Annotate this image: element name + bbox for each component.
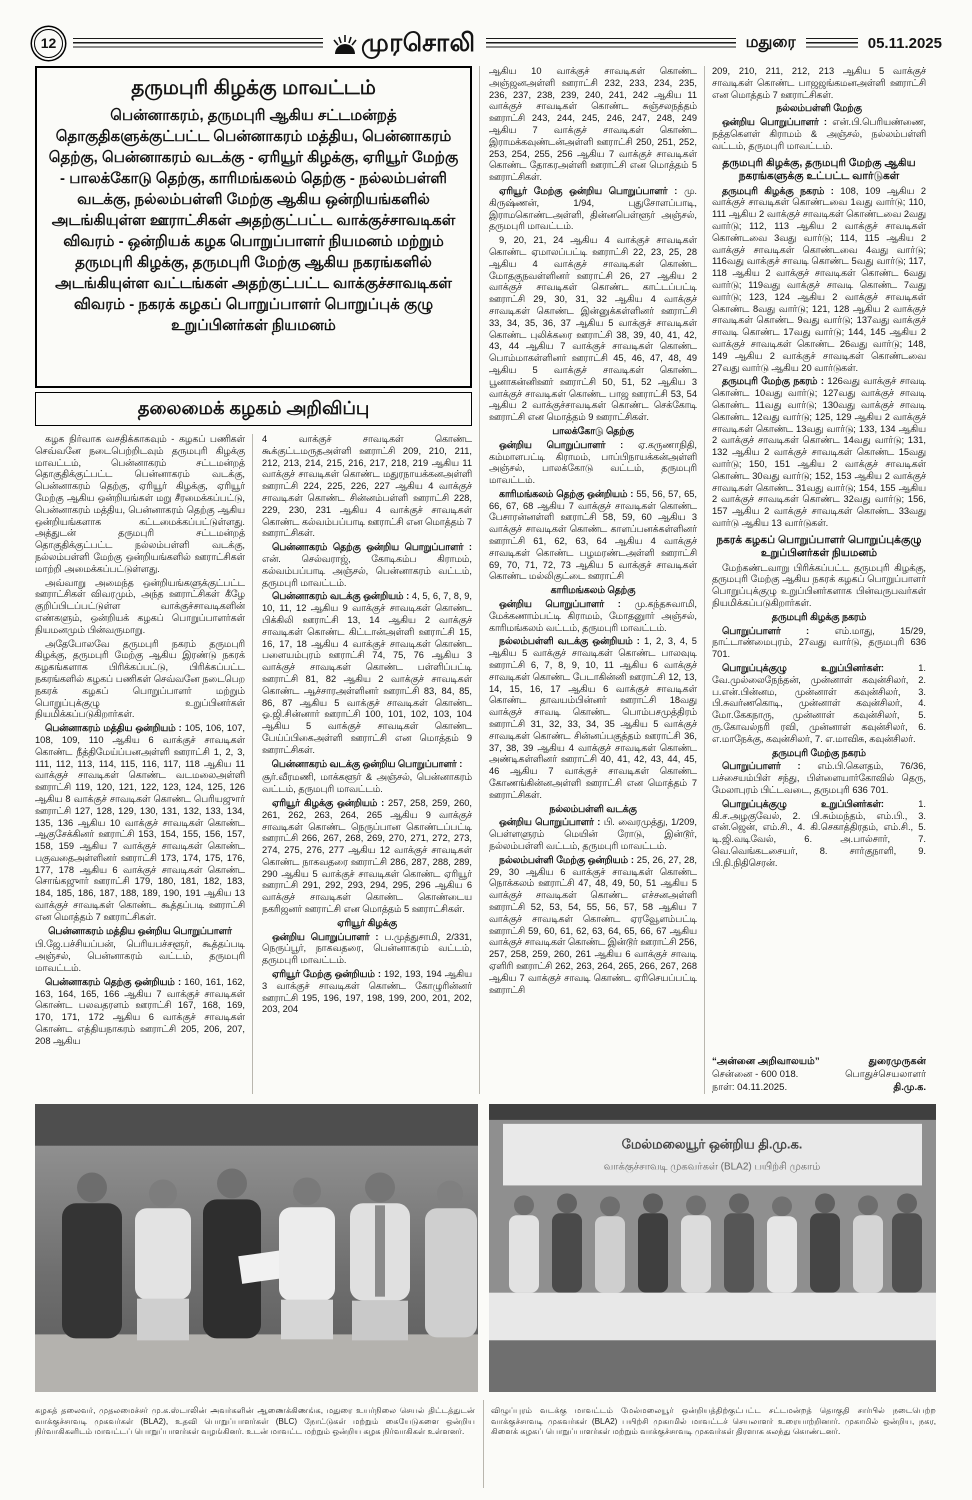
text-column-4-blocks (712, 66, 926, 1051)
paragraph-lead: பொறுப்பாளர் : (722, 761, 818, 772)
paragraph-lead: பென்னாகரம் மத்திய ஒன்றியம் : (45, 723, 185, 734)
column-rule-3 (704, 66, 705, 1094)
body-paragraph: ஒன்றிய பொறுப்பாளர் : ப.முத்துசாமி, 2/331, நெருப்பூர், நாகவதரை, பென்னாகரம் வட்டம், தருமபுரி மாவட்டம். (262, 931, 472, 966)
photo-left-image (35, 1104, 478, 1392)
body-paragraph: பொறுப்புக்குழு உறுப்பினர்கள்: 1. வே.முல்லைநேந்தன், முன்னாள் கவுன்சிலர், 2. ப.என்.பின்னம, முன்னாள் கவுன்சிலர், 3. பி.சுவர்ணகொடி, முன்னாள் கவுன்சிலர், 4. மோ.கேகநாரு, முன்னாள் கவுன்சிலர், 5. ரு.கோவல்நரி ரவி, முன்னாள் கவுன்சிலர், 6. எ.மாநேக்கு, கவுன்சிலர், 7. எ.மாவிசு, கவுன்சிலர். (712, 663, 926, 744)
body-paragraph: 4 வாக்குச் சாவடிகள் கொண்ட கூக்குட்டமருதஅள்ளி ஊராட்சி 209, 210, 211, 212, 213, 214, 215, 216, 217, 218, 219 ஆகிய 11 வாக்குச் சாவடிகள் கொண்ட மதுரநாயக்கனஅள்ளி ஊராட்சி 224, 225, 226, 227 ஆகிய 4 வாக்குச் சாவடிகள் கொண்ட சின்னம்பள்ளி ஊராட்சி 228, 229, 230, 231 ஆகிய 4 வாக்குச் சாவடிகள் கொண்ட கல்வம்பப்பாடி ஊராட்சி என மொத்தம் 7 ஊராட்சிகள். (262, 434, 472, 539)
body-paragraph: பொறுப்புக்குழு உறுப்பினர்கள்: 1. கி.ச.அழகுவேல், 2. பி.சும்மந்தம், எம்.பி., 3. என்.ஜென், எம்.சி., 4. கி.செகாத்திரதம், எம்.சி., 5. டி.ஜி.வடிவேல், 6. அ.பால்சார், 7. வெ.வெங்கடசையர், 8. சார்குநாளி, 9. பி.நி.நிதிசெரன். (712, 798, 926, 868)
photo-left (35, 1104, 478, 1392)
section-heading: தருமபுரி கிழக்கு நகரம் (771, 611, 867, 622)
paragraph-lead: ஒன்றிய பொறுப்பாளர் : (272, 931, 385, 942)
section-heading: ஏரியூர் கிழக்கு (337, 917, 397, 928)
photo-right-image (489, 1104, 936, 1392)
section-heading: காரிமங்கலம் தெற்கு (550, 585, 636, 596)
paragraph-lead: பொறுப்பாளர் : (722, 625, 835, 636)
body-paragraph: பென்னாகரம் தெற்கு ஒன்றியம் : 160, 161, 162, 163, 164, 165, 166 ஆகிய 7 வாக்குச் சாவடிகள் கொண்ட பலவதரளம் ஊராட்சி 167, 168, 169, 170, 171, 172 ஆகிய 6 வாக்குச் சாவடிகள் கொண்ட எத்தியநாகரம் ஊராட்சி 205, 206, 207, 208 ஆகிய (35, 976, 245, 1046)
page-number-badge (34, 29, 63, 58)
masthead (30, 26, 942, 60)
body-paragraph: ஒன்றிய பொறுப்பாளர் : ஏ.கருணாநிதி, கம்மாளபட்டி கிராமம், பாப்பிநாயக்கன்அள்ளி அஞ்சல், பாலக்கோடு வட்டம், தருமபுரி மாவட்டம். (489, 439, 697, 486)
body-paragraph: 209, 210, 211, 212, 213 ஆகிய 5 வாக்குச் சாவடிகள் கொண்ட பாஜஜங்கமனஅள்ளி ஊராட்சி என மொத்தம் 7 ஊராட்சிகள். (712, 66, 926, 100)
paragraph-lead: பென்னாகரம் தெற்கு ஒன்றிய பொறுப்பாளர் : (272, 542, 472, 553)
body-paragraph: ஆகிய 10 வாக்குச் சாவடிகள் கொண்ட அஞ்ஜனஅள்ளி ஊராட்சி 232, 233, 234, 235, 236, 237, 238, 239, 240, 241, 242 ஆகிய 11 வாக்குச் சாவடிகள் கொண்ட சுஞ்சலநத்தம் ஊராட்சி 243, 244, 245, 246, 247, 248, 249 ஆகிய 7 வாக்குச் சாவடிகள் கொண்ட இராமக்கவுண்டன்அள்ளி ஊராட்சி 250, 251, 252, 253, 254, 255, 256 ஆகிய 7 வாக்குச் சாவடிகள் கொண்ட தோகரஅள்ளி ஊராட்சி என மொத்தம் 5 ஊராட்சிகள். (489, 66, 697, 183)
signoff-row-3 (712, 1081, 926, 1094)
signoff-row-2 (712, 1068, 926, 1081)
text-column-4 (712, 66, 926, 1094)
body-paragraph: பி.ஜே.பச்சியப்பன், பெரியபச்சளூர், கூத்தப்படி அஞ்சல், பென்னாகரம் வட்டம், தருமபுரி மாவட்டம். (35, 939, 245, 974)
section-heading: பென்னாகரம் வடக்கு ஒன்றிய பொறுப்பாளர் : (271, 758, 463, 769)
photo-banner-line-2: வாக்குச்சாவடி முகவர்கள் (BLA2) பயிற்சி முகாம் (603, 1161, 821, 1173)
paragraph-lead: ஒன்றிய பொறுப்பாளர் : (499, 599, 635, 610)
paragraph-lead: ஏரியூர் கிழக்கு ஒன்றியம் : (272, 797, 389, 808)
body-paragraph: பென்னாகரம் தெற்கு ஒன்றிய பொறுப்பாளர் : என். செல்வராஜ், கோடிகம்ப கிராமம், கல்வம்பப்பாடி அஞ்சல், பென்னாகரம் வட்டம், தருமபுரி மாவட்டம். (262, 542, 472, 588)
paragraph-lead: பென்னாகரம் வடக்கு ஒன்றியம் : (272, 591, 412, 602)
signoff-party: தி.மு.க. (893, 1082, 926, 1093)
paragraph-lead: ஏரியூர் மேற்கு ஒன்றிய பொறுப்பாளர் : (499, 185, 685, 196)
photo-left-caption: கழகத் தலைவர், முதலமைச்சர் மு.க.ஸ்டாலின் அவர்களின் ஆணைக்கிணங்க, மதுரை உயர்நிலை செயல் திட்டத்துடன் வாக்குச்சாவடி முகவர்கள் (BLA2), உதவி பொறுப்பாளர்கள் (BLC) நோட்டுகள் மற்றும் கையேடுகளை ஒன்றிய நிர்வாகிகளிடம் மாவட்டப் பொறுப்பாளர்கள் வழங்கினர். உடன் மாவட்ட மற்றும் ஒன்றிய கழக நிர்வாகிகள் உள்ளனர். (35, 1406, 475, 1436)
body-paragraph: ஒன்றிய பொறுப்பாளர் : என்.பி.பெரியண்ணை, நத்தகௌள் கிராமம் & அஞ்சல், நல்லம்பள்ளி வட்டம், தருமபுரி மாவட்டம். (712, 117, 926, 151)
newspaper-logo (333, 28, 476, 57)
paragraph-lead: ஒன்றிய பொறுப்பாளர் : (722, 117, 833, 128)
paragraph-lead: காரிமங்கலம் தெற்கு ஒன்றியம் : (499, 488, 637, 499)
section-heading: நல்லம்பள்ளி வடக்கு (549, 803, 637, 814)
newspaper-title: முரசொலி (361, 28, 476, 57)
headline-body: பென்னாகரம், தருமபுரி ஆகிய சட்டமன்றத் தொகுதிகளுக்குட்பட்ட பென்னாகரம் மத்திய, பென்னாகரம் தெற்கு, பென்னாகரம் வடக்கு - ஏரியூர் கிழக்கு, ஏரியூர் மேற்கு - பாலக்கோடு தெற்கு, காரிமங்கலம் தெற்கு - நல்லம்பள்ளி வடக்கு, நல்லம்பள்ளி மேற்கு ஆகிய ஒன்றியங்களில் அடங்கியுள்ள ஊராட்சிகள் அதற்குட்பட்ட வாக்குச்சாவடிகள் விவரம் - ஒன்றியக் கழக பொறுப்பாளர் நியமனம் மற்றும் தருமபுரி கிழக்கு, தருமபுரி மேற்கு ஆகிய நகரங்களில் அடங்கியுள்ள வட்டங்கள் அதற்குட்பட்ட வாக்குச்சாவடிகள் விவரம் - நகரக் கழகப் பொறுப்பாளர் பொறுப்புக் குழு உறுப்பினர்கள் நியமனம் (48, 107, 459, 334)
section-heading: பாலக்கோடு தெற்கு (552, 425, 634, 436)
column-rule-2 (479, 66, 480, 1094)
column-rule-1 (252, 434, 253, 1094)
issue-date: 05.11.2025 (867, 34, 942, 52)
body-paragraph: தருமபுரி மேற்கு நகரம் : 126வது வாக்குச் சாவடி கொண்ட 10வது வார்டு; 127வது வாக்குச் சாவடி கொண்ட 11வது வார்டு; 130வது வாக்குச் சாவடி கொண்ட 12வது வார்டு; 125, 129 ஆகிய 2 வாக்குச் சாவடிகள் கொண்ட 13வது வார்டு; 133, 134 ஆகிய 2 வாக்குச் சாவடிகள் கொண்ட 14வது வார்டு; 131, 132 ஆகிய 2 வாக்குச் சாவடிகள் கொண்ட 15வது வார்டு; 150, 151 ஆகிய 2 வாக்குச் சாவடிகள் கொண்ட 30வது வார்டு; 152, 153 ஆகிய 2 வாக்குச் சாவடிகள் கொண்ட 31வது வார்டு; 154, 155 ஆகிய 2 வாக்குச் சாவடிகள் கொண்ட 32வது வார்டு; 156, 157 ஆகிய 2 வாக்குச் சாவடிகள் கொண்ட 33வது வார்டு ஆகிய 13 வார்டுகள். (712, 376, 926, 528)
signoff-block (712, 1051, 926, 1094)
photo-right-caption: விழுப்புரம் வடக்கு மாவட்டம் மேல்மலையூர் ஒன்றியத்திற்குட்பட்ட சட்டமன்றத் தொகுதி சார்பில் நடைபெற்ற வாக்குச்சாவடி முகவர்கள் (BLA2) பயிற்சி முகாமில் மாவட்டச் செயலாளர் உரையாற்றினார். முகாமில் ஒன்றிய, நகர, கிளைக் கழகப் பொறுப்பாளர்கள் மற்றும் வாக்குச்சாவடி முகவர்கள் திரளாக கலந்து கொண்டனர். (491, 1406, 936, 1436)
body-paragraph: கழக நிர்வாக வசதிக்காகவும் - கழகப் பணிகள் செவ்வனே நடைபெற்றிடவும் தருமபுரி கிழக்கு மாவட்டம், பென்னாகரம் சட்டமன்றத் தொகுதிக்குட்பட்ட பென்னாகரம் வடக்கு, பென்னாகரம் தெற்கு, ஏரியூர் கிழக்கு, ஏரியூர் மேற்கு ஆகிய ஒன்றியங்கள் மறு சீரமைக்கப்பட்டு, பென்னாகரம் மத்திய, பென்னாகரம் தெற்கு ஆகிய ஒன்றியங்களாக கட்டமைக்கப்பட்டுள்ளது. அத்துடன் தருமபுரி சட்டமன்றத் தொகுதிக்குட்பட்ட நல்லம்பள்ளி வடக்கு, நல்லம்பள்ளி மேற்கு ஒன்றியங்களில் ஊராட்சிகள் மாற்றி அமைக்கப்பட்டுள்ளது. (35, 434, 245, 574)
body-paragraph: ஏரியூர் மேற்கு ஒன்றியம் : 192, 193, 194 ஆகிய 3 வாக்குச் சாவடிகள் கொண்ட கோழுரின்னர் ஊராட்சி 195, 196, 197, 198, 199, 200, 201, 202, 203, 204 (262, 969, 472, 1015)
paragraph-lead: நல்லம்பள்ளி வடக்கு ஒன்றியம் : (499, 636, 645, 647)
body-paragraph: பென்னாகரம் மத்திய ஒன்றியம் : 105, 106, 107, 108, 109, 110 ஆகிய 6 வாக்குச் சாவடிகள் கொண்ட நீத்திமேய்ப்பனஅள்ளி ஊராட்சி 1, 2, 3, 111, 112, 113, 114, 115, 116, 117, 118 ஆகிய 11 வாக்குச் சாவடிகள் கொண்ட வடமலைஅள்ளி ஊராட்சி 119, 120, 121, 122, 123, 124, 125, 126 ஆகிய 8 வாக்குச் சாவடிகள் கொண்ட பெரியஜுார் ஊராட்சி 127, 128, 129, 130, 131, 132, 133, 134, 135, 136 ஆகிய 10 வாக்குச் சாவடிகள் கொண்ட ஆகுசேக்கினர் ஊராட்சி 153, 154, 155, 156, 157, 158, 159 ஆகிய 7 வாக்குச் சாவடிகள் கொண்ட பகுவதைஅள்ளினர் ஊராட்சி 173, 174, 175, 176, 177, 178 ஆகிய 6 வாக்குச் சாவடிகள் கொண்ட சொங்கஜுார் ஊராட்சி 179, 180, 181, 182, 183, 184, 185, 186, 187, 188, 189, 190, 191 ஆகிய 13 வாக்குச் சாவடிகள் கொண்ட கூத்தப்படி ஊராட்சி என மொத்தம் 7 ஊராட்சிகள். (35, 723, 245, 922)
photo-banner-line-1: மேல்மலையூர் ஒன்றிய தி.மு.க. (621, 1136, 803, 1152)
signoff-city: சென்னை - 600 018. (712, 1069, 799, 1080)
masthead-rule-middle (486, 38, 736, 49)
subhead-box (35, 392, 472, 426)
caption-divider (483, 1400, 484, 1488)
paragraph-lead: நல்லம்பள்ளி மேற்கு ஒன்றியம் : (499, 854, 637, 865)
section-heading: பென்னாகரம் மத்திய ஒன்றிய பொறுப்பாளர் (48, 925, 232, 936)
photo-right (489, 1104, 936, 1392)
body-paragraph: காரிமங்கலம் தெற்கு ஒன்றியம் : 55, 56, 57, 65, 66, 67, 68 ஆகிய 7 வாக்குச் சாவடிகள் கொண்ட பேசாரன்னள்ளி ஊராட்சி 58, 59, 60 ஆகிய 3 வாக்குச் சாவடிகள் கொண்ட காளப்பனக்கள்ளினர் ஊராட்சி 61, 62, 63, 64 ஆகிய 4 வாக்குச் சாவடிகள் கொண்ட பழமரண்டஅள்ளி ஊராட்சி 69, 70, 71, 72, 73 ஆகிய 5 வாக்குச் சாவடிகள் கொண்ட மல்லிகுட்டை ஊராட்சி (489, 488, 697, 582)
paragraph-lead: ஒன்றிய பொறுப்பாளர் : (499, 439, 639, 450)
body-paragraph: ஒன்றிய பொறுப்பாளர் : பி. வைரமுத்து, 1/209, பெள்ளளுரம் மெயின் ரோடு, இன்டூர், நல்லம்பள்ளி வட்டம், தருமபுரி மாவட்டம். (489, 817, 697, 851)
body-paragraph: பொறுப்பாளர் : எம்.பி.கெளதம், 76/36, பச்சையம்பிள் சந்து, பிள்ளையார்கோவில் தெரு, மேலாபுரம் பிட்டவடை, தருமபுரி 636 701. (712, 761, 926, 796)
masthead-rule-right (806, 38, 858, 49)
body-paragraph: நல்லம்பள்ளி மேற்கு ஒன்றியம் : 25, 26, 27, 28, 29, 30 ஆகிய 6 வாக்குச் சாவடிகள் கொண்ட நொக்கலம் ஊராட்சி 47, 48, 49, 50, 51 ஆகிய 5 வாக்குச் சாவடிகள் கொண்ட எச்சனஅள்ளி ஊராட்சி 52, 53, 54, 55, 56, 57, 58 ஆகிய 7 வாக்குச் சாவடிகள் கொண்ட ஏரவூேளம்பட்டி ஊராட்சி 59, 60, 61, 62, 63, 64, 65, 66, 67 ஆகிய வாக்குச் சாவடிகள் கொண்ட இன்டூர் ஊராட்சி 256, 257, 258, 259, 260, 261 ஆகிய 6 வாக்குச் சாவடி ஏளிரி ஊராட்சி 262, 263, 264, 265, 266, 267, 268 ஆகிய 7 வாக்குச் சாவடி கொண்ட ஏரிசெயப்பட்டி ஊராட்சி (489, 854, 697, 995)
body-paragraph: ஒன்றிய பொறுப்பாளர் : மு.கந்தசுவாமி, மேக்கணாம்பட்டி கிராமம், மோதனுார் அஞ்சல், காரிமங்கலம் வட்டம், தருமபுரி மாவட்டம். (489, 599, 697, 633)
body-paragraph: ஏரியூர் கிழக்கு ஒன்றியம் : 257, 258, 259, 260, 261, 262, 263, 264, 265 ஆகிய 9 வாக்குச் சாவடிகள் கொண்ட நெருப்பான கொண்டப்பட்டி ஊராட்சி 266, 267, 268, 269, 270, 271, 272, 273, 274, 275, 276, 277 ஆகிய 12 வாக்குச் சாவடிகள் கொண்ட நாகவதரை ஊராட்சி 286, 287, 288, 289, 290 ஆகிய 5 வாக்குச் சாவடிகள் கொண்ட ஏரியூர் ஊராட்சி 291, 292, 293, 294, 295, 296 ஆகிய 6 வாக்குச் சாவடிகள் கொண்ட கொண்டைய நகரிஜனர் ஊராட்சி என மொத்தம் 5 ஊராட்சிகள். (262, 797, 472, 915)
text-column-2 (262, 434, 472, 1094)
body-paragraph: பென்னாகரம் வடக்கு ஒன்றியம் : 4, 5, 6, 7, 8, 9, 10, 11, 12 ஆகிய 9 வாக்குச் சாவடிகள் கொண்ட பிக்கிலி ஊராட்சி 13, 14 ஆகிய 2 வாக்குச் சாவடிகள் கொண்ட கிட்டான்அள்ளி ஊராட்சி 15, 16, 17, 18 ஆகிய 4 வாக்குச் சாவடிகள் கொண்ட பளையம்புரம் ஊராட்சி 74, 75, 76 ஆகிய 3 வாக்குச் சாவடிகள் கொண்ட பள்ளிப்பட்டி ஊராட்சி 81, 82 ஆகிய 2 வாக்குச் சாவடிகள் கொண்ட ஆச்சாரஅள்ளினர் ஊராட்சி 83, 84, 85, 86, 87 ஆகிய 5 வாக்குச் சாவடிகள் கொண்ட ஓ.ஜி.சின்னார் ஊராட்சி 100, 101, 102, 103, 104 ஆகிய 5 வாக்குச் சாவடிகள் கொண்ட பேய்ப்பிகைஅள்ளி ஊராட்சி என மொத்தம் 9 ஊராட்சிகள். (262, 591, 472, 755)
signoff-role: பொதுச்செயலாளர் (845, 1069, 926, 1080)
body-paragraph: சூர்.வீரமணி, மாக்களூர் & அஞ்சல், பென்னாகரம் வட்டம், தருமபுரி மாவட்டம். (262, 772, 472, 795)
headline-title: தருமபுரி கிழக்கு மாவட்டம் (131, 77, 376, 99)
paragraph-lead: பென்னாகரம் தெற்கு ஒன்றியம் : (45, 976, 185, 987)
text-column-1 (35, 434, 245, 1094)
text-column-3 (489, 66, 697, 1094)
section-heading: தருமபுரி மேற்கு நகரம் (772, 747, 866, 758)
paragraph-lead: பொறுப்புக்குழு உறுப்பினர்கள்: (722, 663, 919, 674)
lead-headline-box (35, 66, 472, 388)
signoff-row-1 (712, 1055, 926, 1068)
rising-sun-emblem-icon (333, 34, 357, 56)
body-paragraph: 9, 20, 21, 24 ஆகிய 4 வாக்குச் சாவடிகள் கொண்ட ஏமாலப்பட்டி ஊராட்சி 22, 23, 25, 28 ஆகிய 4 வாக்குச் சாவடிகள் கொண்ட மோதகுநவள்ளினர் ஊராட்சி 26, 27 ஆகிய 2 வாக்குச் சாவடிகள் கொண்ட காட்டப்பட்டி ஊராட்சி 29, 30, 31, 32 ஆகிய 4 வாக்குச் சாவடிகள் கொண்ட இன்னுக்கள்ளினர் ஊராட்சி 33, 34, 35, 36, 37 ஆகிய 5 வாக்குச் சாவடிகள் கொண்ட புலிக்கரை ஊராட்சி 38, 39, 40, 41, 42, 43, 44 ஆகிய 7 வாக்குச் சாவடிகள் கொண்ட பொம்மாகள்ளினர் ஊராட்சி 45, 46, 47, 48, 49 ஆகிய 5 வாக்குச் சாவடிகள் கொண்ட பூனாகன்னிஊர் ஊராட்சி 50, 51, 52 ஆகிய 3 வாக்குச் சாவடிகள் கொண்ட பாஜ ஊராட்சி 53, 54 ஆகிய 2 வாக்குச்சாவடிகள் கொண்ட செக்கோடி ஊராட்சி என மொத்தம் 9 ஊராட்சிகள். (489, 235, 697, 423)
signoff-office: “அன்னை அறிவாலயம்” (712, 1056, 820, 1067)
paragraph-lead: தருமபுரி கிழக்கு நகரம் : (722, 185, 841, 196)
section-heading: தருமபுரி கிழக்கு, தருமபுரி மேற்கு ஆகிய நகரங்களுக்கு உட்பட்ட வார்டுகள் (722, 156, 916, 182)
paragraph-lead: பொறுப்புக்குழு உறுப்பினர்கள்: (722, 798, 919, 809)
body-paragraph: ஏரியூர் மேற்கு ஒன்றிய பொறுப்பாளர் : மு. கிருஷ்ணன், 1/94, புதுசோளப்பாடி, இராமகொண்டஅள்ளி, தின்னபெள்ளூர் அஞ்சல், தருமபுரி மாவட்டம். (489, 185, 697, 232)
page-number: 12 (40, 35, 57, 51)
body-paragraph: அவ்வாறு அமைந்த ஒன்றியங்களுக்குட்பட்ட ஊராட்சிகள் விவரமும், அந்த ஊராட்சிகள் கீழே குறிப்பிடப்பட்டுள்ள வாக்குச்சாவடிகளின் எண்களும், ஒன்றியக் கழகப் பொறுப்பாளர்கள் நியமனமும் பின்வருமாறு. (35, 577, 245, 635)
signoff-name: துரைமுருகன் (868, 1056, 926, 1067)
section-heading: நல்லம்பள்ளி மேற்கு (776, 103, 862, 114)
edition-name: மதுரை (745, 34, 796, 51)
body-paragraph: தருமபுரி கிழக்கு நகரம் : 108, 109 ஆகிய 2 வாக்குச் சாவடிகள் கொண்டவை 1வது வார்டு; 110, 111 ஆகிய 2 வாக்குச் சாவடிகள் கொண்டவை 2வது வார்டு; 112, 113 ஆகிய 2 வாக்குச் சாவடிகள் கொண்டவை 3வது வார்டு; 114, 115 ஆகிய 2 வாக்குச் சாவடிகள் கொண்டவை 4வது வார்டு; 116வது வாக்குச் சாவடி கொண்ட 5வது வார்டு; 117, 118 ஆகிய 2 வாக்குச் சாவடிகள் கொண்ட 6வது வார்டு; 119வது வாக்குச் சாவடி கொண்ட 7வது வார்டு; 123, 124 ஆகிய 2 வாக்குச் சாவடிகள் கொண்ட 8வது வார்டு; 121, 128 ஆகிய 2 வாக்குச் சாவடிகள் கொண்ட 9வது வார்டு; 137வது வாக்குச் சாவடி கொண்ட 17வது வார்டு; 144, 145 ஆகிய 2 வாக்குச் சாவடிகள் கொண்ட 26வது வார்டு; 148, 149 ஆகிய 2 வாக்குச் சாவடிகள் கொண்டவை 27வது வார்டு ஆகிய 20 வார்டுகள். (712, 185, 926, 373)
subhead-text: தலைமைக் கழகம் அறிவிப்பு (137, 397, 370, 418)
body-paragraph: பொறுப்பாளர் : எம்.மாது, 15/29, நாட்டாண்மைபுரம், 27வது வார்டு, தருமபுரி 636 701. (712, 625, 926, 660)
paragraph-lead: ஏரியூர் மேற்கு ஒன்றியம் : (272, 969, 384, 980)
body-paragraph: நல்லம்பள்ளி வடக்கு ஒன்றியம் : 1, 2, 3, 4, 5 ஆகிய 5 வாக்குச் சாவடிகள் கொண்ட பாலவுடி ஊராட்சி 6, 7, 8, 9, 10, 11 ஆகிய 6 வாக்குச் சாவடிகள் கொண்ட பேடாகின்னி ஊராட்சி 12, 13, 14, 15, 16, 17 ஆகிய 6 வாக்குச் சாவடிகள் கொண்ட தாவயம்பின்னர் ஊராட்சி 18வது வாக்குச் சாவடி கொண்ட பொம்பசமுத்திரம் ஊராட்சி 31, 32, 33, 34, 35 ஆகிய 5 வாக்குச் சாவடிகள் கொண்ட சின்னப்பகுத்தம் ஊராட்சி 36, 37, 38, 39 ஆகிய 4 வாக்குச் சாவடிகள் கொண்ட அண்டிகள்ளினர் ஊராட்சி 40, 41, 42, 43, 44, 45, 46 ஆகிய 7 வாக்குச் சாவடிகள் கொண்ட கோணங்கின்னஅள்ளி ஊராட்சி என மொத்தம் 7 ஊராட்சிகள். (489, 636, 697, 800)
body-paragraph: மேற்கண்டவாறு பிரிக்கப்பட்ட தருமபுரி கிழக்கு, தருமபுரி மேற்கு ஆகிய நகரக் கழகப் பொறுப்பாளர் பொறுப்புக்குழு உறுப்பினர்களாக பின்வருபவர்கள் நியமிக்கப்படுகிறார்கள். (712, 562, 926, 609)
body-paragraph: அதேபோலவே தருமபுரி நகரம் தருமபுரி கிழக்கு, தருமபுரி மேற்கு ஆகிய இரண்டு நகரக் கழகங்களாக பிரிக்கப்பட்டு, பிரிக்கப்பட்ட நகரங்களில் கழகப் பணிகள் செவ்வனே நடைபெற நகரக் கழகப் பொறுப்பாளர் மற்றும் பொறுப்புக்குழு உறுப்பினர்கள் நியமிக்கப்படுகிறார்கள். (35, 638, 245, 720)
signoff-date: நாள்: 04.11.2025. (712, 1082, 788, 1093)
section-heading: நகரக் கழகப் பொறுப்பாளர் பொறுப்புக்குழு உறுப்பினர்கள் நியமனம் (716, 533, 922, 559)
masthead-rule-left (73, 38, 323, 49)
paragraph-lead: ஒன்றிய பொறுப்பாளர் : (499, 817, 604, 828)
paragraph-lead: தருமபுரி மேற்கு நகரம் : (722, 376, 828, 387)
